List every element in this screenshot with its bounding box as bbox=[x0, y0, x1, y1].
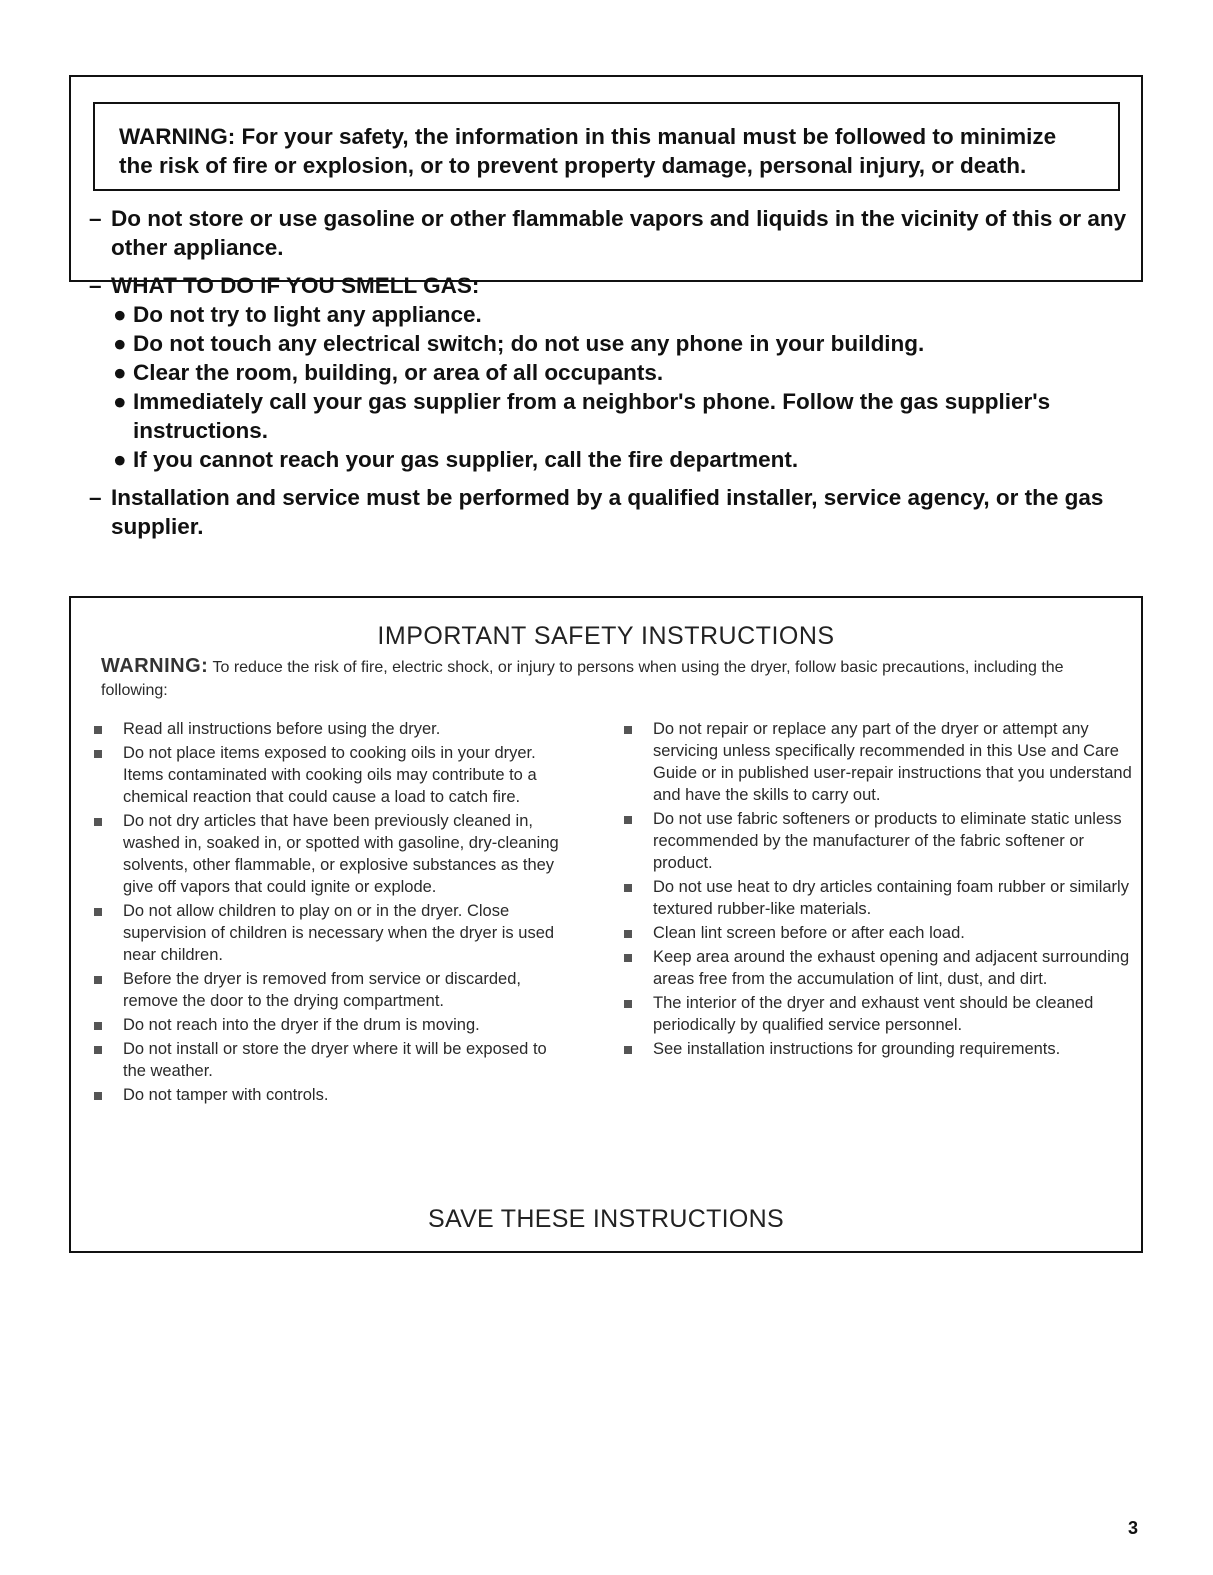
list-item: ● Do not touch any electrical switch; do not use any phone in your building. bbox=[113, 331, 925, 356]
square-bullet-icon bbox=[94, 1046, 102, 1054]
dash-marker: – bbox=[89, 206, 102, 231]
square-bullet-icon bbox=[624, 930, 632, 938]
smell-gas-section bbox=[87, 271, 1127, 474]
list-item: Do not use fabric softeners or products to eliminate static unless recommended by the manufacturer of the fabric softener or product. bbox=[621, 808, 1136, 874]
storage-warning bbox=[87, 204, 1127, 262]
square-bullet-icon bbox=[624, 816, 632, 824]
list-item: Do not dry articles that have been previously cleaned in, washed in, soaked in, or spotted with gasoline, dry-cleaning solvents, other flammable, or explosive substances as they give off vapors that could ignite or explode. bbox=[91, 810, 561, 898]
bullet-icon: ● bbox=[113, 360, 127, 385]
dash-marker: – bbox=[89, 485, 102, 510]
warning-header-line: the risk of fire or explosion, or to prevent property damage, personal injury, or death. bbox=[119, 153, 1027, 178]
square-bullet-icon bbox=[94, 1022, 102, 1030]
square-bullet-icon bbox=[624, 954, 632, 962]
list-item: ● If you cannot reach your gas supplier, call the fire department. bbox=[113, 447, 799, 472]
list-item: Do not repair or replace any part of the dryer or attempt any servicing unless specifically recommended in this Use and Care Guide or in published user-repair instructions that you understand and have the skills to carry out. bbox=[621, 718, 1136, 806]
square-bullet-icon bbox=[624, 884, 632, 892]
warning-header bbox=[93, 102, 1120, 191]
gas-warning-box bbox=[69, 75, 1143, 539]
warning-header-line: WARNING: For your safety, the information in this manual must be followed to minimize bbox=[119, 124, 1057, 149]
storage-warning-text: Do not store or use gasoline or other flammable vapors and liquids in the vicinity of this or any other appliance. bbox=[111, 206, 1127, 260]
square-bullet-icon bbox=[624, 1000, 632, 1008]
list-item: Do not place items exposed to cooking oils in your dryer. Items contaminated with cooking oils may contribute to a chemical reaction that could cause a load to catch fire. bbox=[91, 742, 561, 808]
list-item: Do not use heat to dry articles containing foam rubber or similarly textured rubber-like materials. bbox=[621, 876, 1136, 920]
square-bullet-icon bbox=[94, 818, 102, 826]
bullet-icon: ● bbox=[113, 389, 127, 414]
list-item: Do not tamper with controls. bbox=[91, 1084, 561, 1106]
list-item: Keep area around the exhaust opening and adjacent surrounding areas free from the accumulation of lint, dust, and dirt. bbox=[621, 946, 1136, 990]
safety-right-column bbox=[621, 718, 1136, 1062]
list-item: ● Immediately call your gas supplier from a neighbor's phone. Follow the gas supplier's instructions. bbox=[113, 389, 1051, 443]
square-bullet-icon bbox=[94, 976, 102, 984]
list-item: Do not allow children to play on or in the dryer. Close supervision of children is necessary when the dryer is used near children. bbox=[91, 900, 561, 966]
safety-title: IMPORTANT SAFETY INSTRUCTIONS bbox=[377, 622, 835, 650]
list-item: Do not install or store the dryer where it will be exposed to the weather. bbox=[91, 1038, 561, 1082]
square-bullet-icon bbox=[624, 726, 632, 734]
list-item: The interior of the dryer and exhaust vent should be cleaned periodically by qualified service personnel. bbox=[621, 992, 1136, 1036]
safety-intro bbox=[101, 655, 1111, 702]
safety-left-column bbox=[91, 718, 561, 1108]
dash-marker: – bbox=[89, 273, 102, 298]
smell-gas-heading: WHAT TO DO IF YOU SMELL GAS: bbox=[111, 273, 480, 298]
square-bullet-icon bbox=[94, 908, 102, 916]
square-bullet-icon bbox=[94, 726, 102, 734]
safety-instructions-box bbox=[69, 596, 1143, 1253]
installation-warning bbox=[87, 483, 1127, 541]
gas-warning-body bbox=[87, 204, 1127, 550]
list-item: Clean lint screen before or after each load. bbox=[621, 922, 1136, 944]
list-item: ● Do not try to light any appliance. bbox=[113, 302, 482, 327]
square-bullet-icon bbox=[94, 750, 102, 758]
list-item: Read all instructions before using the dryer. bbox=[91, 718, 561, 740]
square-bullet-icon bbox=[624, 1046, 632, 1054]
save-instructions-footer: SAVE THESE INSTRUCTIONS bbox=[427, 1205, 785, 1233]
bullet-icon: ● bbox=[113, 447, 127, 472]
list-item: Do not reach into the dryer if the drum is moving. bbox=[91, 1014, 561, 1036]
page-number: 3 bbox=[1128, 1518, 1139, 1538]
bullet-icon: ● bbox=[113, 331, 127, 356]
installation-warning-text: Installation and service must be performed by a qualified installer, service agency, or the gas supplier. bbox=[111, 485, 1104, 539]
square-bullet-icon bbox=[94, 1092, 102, 1100]
smell-gas-steps bbox=[111, 300, 1127, 474]
list-item: Before the dryer is removed from service or discarded, remove the door to the drying compartment. bbox=[91, 968, 561, 1012]
bullet-icon: ● bbox=[113, 302, 127, 327]
warning-label: WARNING: bbox=[101, 655, 209, 677]
safety-intro-text: To reduce the risk of fire, electric shock, or injury to persons when using the dryer, follow basic precautions, including the following: bbox=[101, 659, 1064, 699]
list-item: ● Clear the room, building, or area of all occupants. bbox=[113, 360, 664, 385]
list-item: See installation instructions for grounding requirements. bbox=[621, 1038, 1136, 1060]
